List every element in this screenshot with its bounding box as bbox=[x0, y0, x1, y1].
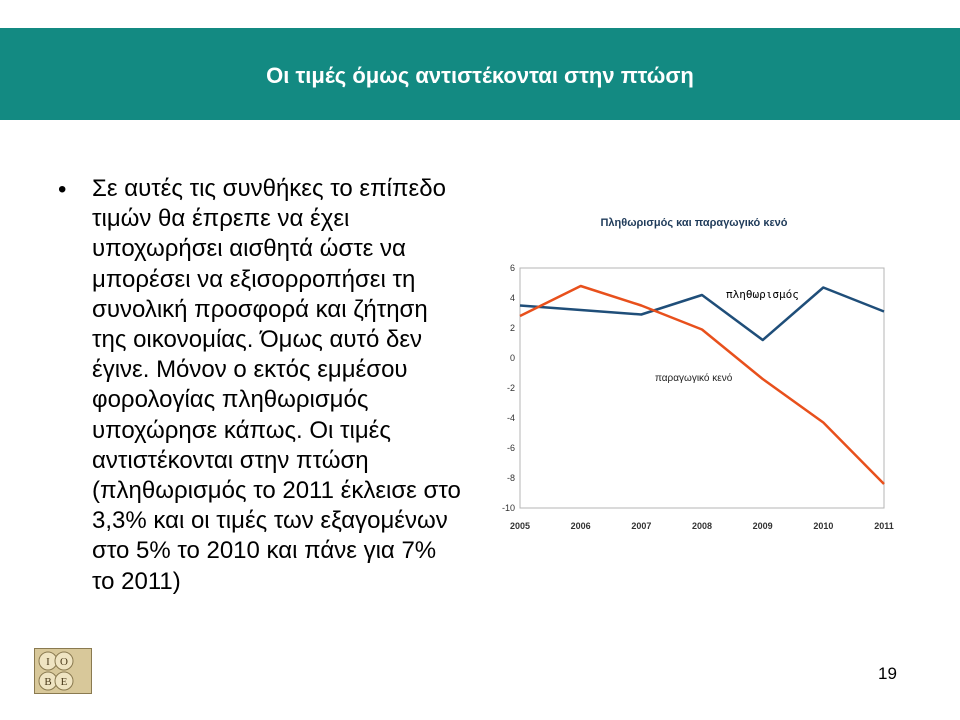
y-tick-label: 6 bbox=[509, 263, 515, 273]
svg-text:Ι: Ι bbox=[46, 656, 50, 668]
chart-title: Πληθωρισμός και παραγωγικό κενό bbox=[600, 217, 788, 229]
slide-title: Οι τιμές όμως αντιστέκονται στην πτώση bbox=[266, 63, 694, 88]
svg-text:Ο: Ο bbox=[60, 656, 68, 668]
inflation-line bbox=[520, 288, 884, 341]
x-tick-label: 2009 bbox=[752, 521, 773, 531]
x-tick-label: 2010 bbox=[813, 521, 834, 531]
output-gap-line bbox=[520, 286, 884, 484]
bullet-text: Σε αυτές τις συνθήκες το επίπεδο τιμών θα έπρεπε να έχει υποχωρήσει αισθητά ώστε να μπορέσει να εξισορροπήσει τη συνολική προσφορά και ζήτηση της οικονομίας. Όμως αυτό δεν έγινε. Μόνον ο εκτός εμμέσου φορολογίας πληθωρισμός υποχώρησε κάπως. Οι τιμές αντιστέκονται στην πτώση (πληθωρισμός το 2011 έκλεισε στο 3,3% και οι τιμές των εξαγομένων στο 5% το 2010 και πάνε για 7% το 2011) bbox=[92, 175, 461, 595]
bullet-marker: • bbox=[58, 176, 67, 203]
x-tick-label: 2005 bbox=[509, 521, 531, 531]
x-tick-label: 2008 bbox=[691, 521, 713, 531]
y-tick-label: -6 bbox=[506, 443, 515, 453]
inflation-output-gap-chart bbox=[494, 205, 894, 540]
y-tick-label: 2 bbox=[509, 323, 515, 333]
iobe-logo bbox=[34, 648, 92, 694]
y-tick-label: -4 bbox=[506, 413, 515, 423]
inflation-series-label: πληθωρισμός bbox=[726, 288, 799, 301]
output-gap-series-label: παραγωγικό κενό bbox=[655, 373, 733, 384]
y-tick-label: -2 bbox=[506, 383, 515, 393]
page-number: 19 bbox=[878, 664, 897, 683]
x-tick-label: 2007 bbox=[631, 521, 652, 531]
svg-text:Β: Β bbox=[44, 676, 52, 688]
svg-text:Ε: Ε bbox=[60, 676, 68, 688]
x-tick-label: 2011 bbox=[874, 521, 894, 531]
y-tick-label: 4 bbox=[509, 293, 515, 303]
y-tick-label: -8 bbox=[506, 473, 515, 483]
plot-area bbox=[520, 268, 884, 508]
y-tick-label: 0 bbox=[509, 353, 515, 363]
x-tick-label: 2006 bbox=[570, 521, 591, 531]
y-tick-label: -10 bbox=[501, 503, 515, 513]
